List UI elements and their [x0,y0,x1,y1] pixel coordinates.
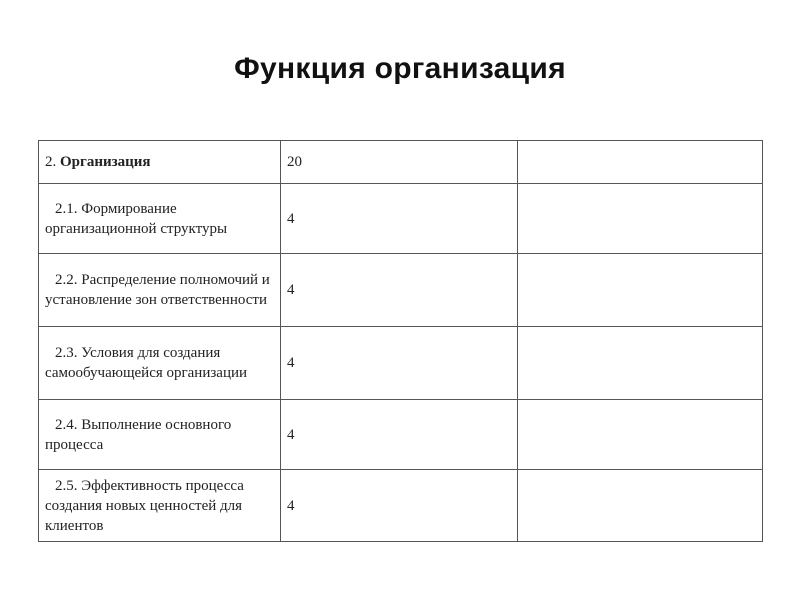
criteria-table [38,140,763,542]
criterion-label: 2.1. Формирование организационной структуры [45,200,228,237]
criterion-label: 2.2. Распределение полномочий и установление зон ответственности [45,272,270,308]
criterion-value: 4 [287,282,295,298]
table-row [39,184,763,254]
section-name: Организация [60,154,151,170]
criterion-value: 4 [287,210,295,227]
criterion-extra-cell [518,470,763,542]
table-row [39,254,763,327]
criterion-extra-cell [518,400,763,470]
criterion-value-cell [281,470,518,542]
section-extra-cell [518,141,763,184]
table-row [39,400,763,470]
criterion-label-cell [39,184,281,254]
table-row [39,327,763,400]
criterion-label-cell [39,400,281,470]
criterion-label: 2.4. Выполнение основного процесса [45,416,232,453]
criterion-value-cell [281,184,518,254]
criterion-value: 4 [287,497,295,514]
table-header-row [39,141,763,184]
table-row [39,470,763,542]
page-title: Функция организация [234,52,566,85]
criterion-value-cell [281,400,518,470]
criterion-label-cell [39,470,281,542]
criterion-extra-cell [518,184,763,254]
criterion-value-cell [281,327,518,400]
criterion-value-cell [281,254,518,327]
criterion-extra-cell [518,254,763,327]
criterion-label: 2.3. Условия для создания самообучающейся организации [45,345,248,381]
section-number: 2. [45,154,57,170]
criterion-extra-cell [518,327,763,400]
criterion-label-cell [39,327,281,400]
criterion-value: 4 [287,426,295,443]
section-total-cell [281,141,518,184]
criterion-value: 4 [287,355,295,371]
section-total: 20 [287,154,302,170]
criterion-label: 2.5. Эффективность процесса создания новых ценностей для клиентов [45,477,244,534]
criterion-label-cell [39,254,281,327]
section-label-cell [39,141,281,184]
